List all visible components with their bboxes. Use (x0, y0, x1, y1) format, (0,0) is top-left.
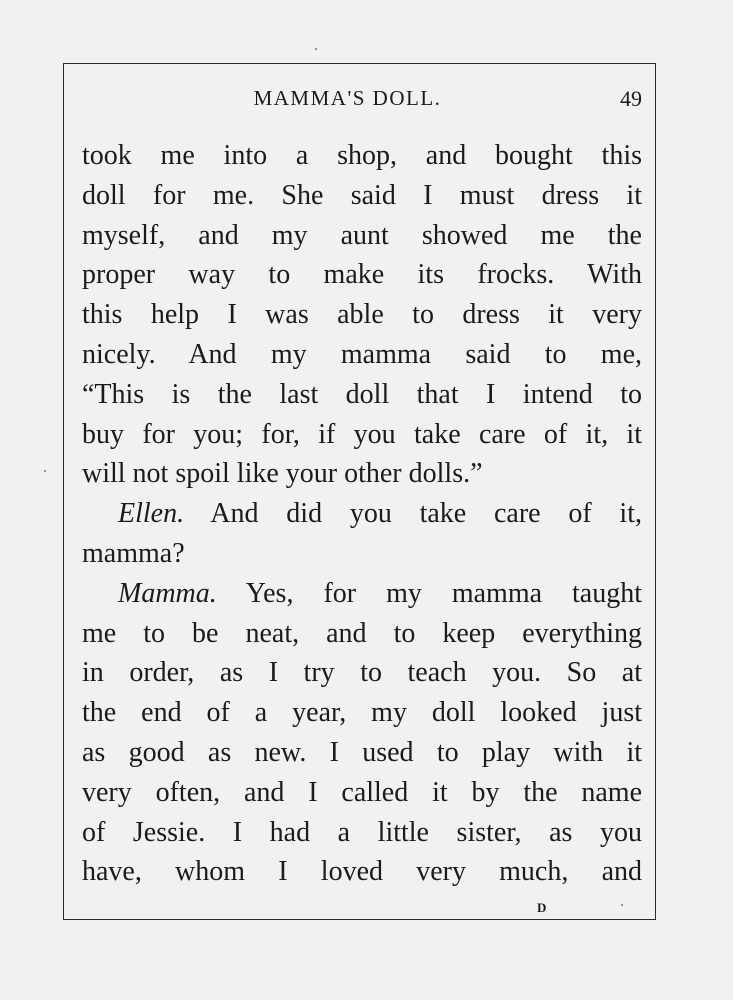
speaker-ellen: Ellen. (118, 498, 185, 530)
text-line-1: took me into a shop, and bought this (82, 140, 642, 171)
running-head (63, 86, 656, 116)
text-line-11: mamma? (82, 537, 185, 569)
text-line-2: doll for me. She said I must dress it (82, 179, 642, 211)
bottom-rule (63, 919, 656, 920)
text-line-7: “This is the last doll that I intend to (82, 378, 642, 410)
text-line-3: myself, and my aunt showed me the (82, 219, 642, 251)
paper-speck (315, 48, 317, 50)
text-line-17: very often, and I called it by the name (82, 776, 642, 808)
text-line-9: will not spoil like your other dolls.” (82, 458, 483, 490)
body-text (82, 136, 642, 892)
text-line-4: proper way to make its frocks. With (82, 259, 642, 291)
signature-mark: D (537, 900, 547, 915)
speaker-mamma: Mamma. (118, 577, 217, 609)
text-line-14: in order, as I try to teach you. So at (82, 657, 642, 689)
text-line-15: the end of a year, my doll looked just (82, 697, 642, 729)
text-line-16: as good as new. I used to play with it (82, 736, 642, 768)
running-title: MAMMA'S DOLL. (253, 86, 442, 110)
text-line-19: have, whom I loved very much, and (82, 856, 642, 888)
paper-speck (44, 470, 46, 472)
page-number: 49 (620, 86, 642, 111)
text-line-5: this help I was able to dress it very (82, 299, 642, 331)
text-line-6: nicely. And my mamma said to me, (82, 338, 642, 370)
text-line-10: Ellen. And did you take care of it, (118, 498, 642, 530)
text-line-8: buy for you; for, if you take care of it, it (82, 418, 642, 450)
text-line-18: of Jessie. I had a little sister, as you (82, 816, 642, 848)
paper-speck (621, 904, 623, 906)
text-line-13: me to be neat, and to keep everything (82, 617, 642, 649)
text-line-12: Mamma. Yes, for my mamma taught (118, 577, 642, 609)
